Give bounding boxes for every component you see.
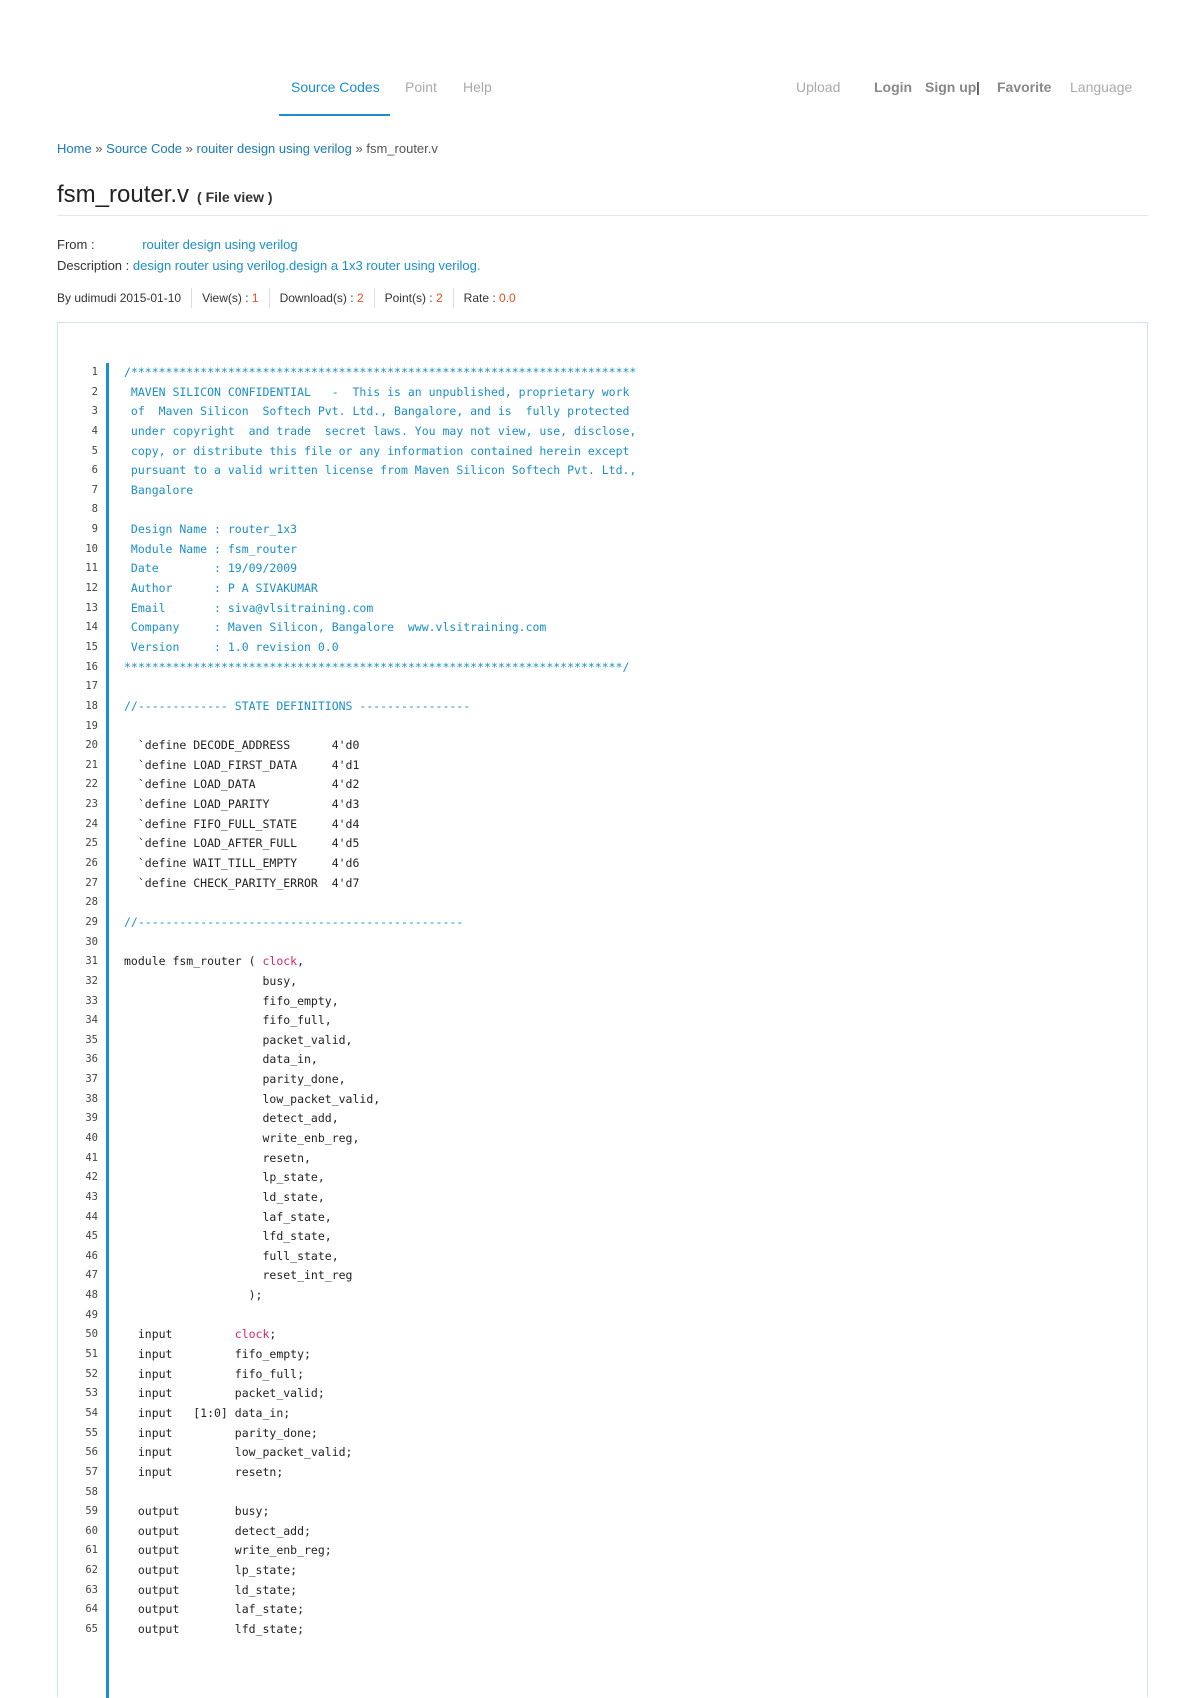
code-text: `define FIFO_FULL_STATE 4'd4 — [124, 816, 360, 831]
code-text: ************************************************************************/ — [124, 659, 630, 674]
code-text: `define LOAD_DATA 4'd2 — [124, 777, 360, 792]
line-number: 19 — [85, 719, 98, 732]
code-text: `define DECODE_ADDRESS 4'd0 — [124, 738, 360, 753]
line-number: 56 — [85, 1446, 98, 1459]
code-line — [58, 874, 636, 894]
code-text: input low_packet_valid; — [124, 1445, 353, 1460]
code-text: resetn, — [124, 1150, 311, 1165]
stats-divider — [191, 288, 192, 308]
code-line — [58, 1188, 636, 1208]
line-number: 53 — [85, 1387, 98, 1400]
line-number: 58 — [85, 1485, 98, 1498]
code-line — [58, 736, 636, 756]
code-text: copy, or distribute this file or any information contained herein except — [124, 443, 630, 458]
code-text: write_enb_reg, — [124, 1130, 360, 1145]
code-text: `define WAIT_TILL_EMPTY 4'd6 — [124, 856, 360, 871]
line-number: 47 — [85, 1269, 98, 1282]
code-text: Date : 19/09/2009 — [124, 561, 298, 576]
code-text: input fifo_full; — [124, 1366, 305, 1381]
code-text: reset_int_reg — [124, 1268, 353, 1283]
code-text: fifo_full, — [124, 1013, 332, 1028]
code-line — [58, 1109, 636, 1129]
stats-divider — [453, 288, 454, 308]
nav-separator: | — [976, 79, 980, 95]
code-line — [58, 697, 636, 717]
code-line — [58, 618, 636, 638]
code-line — [58, 1306, 636, 1326]
code-text: Design Name : router_1x3 — [124, 522, 298, 537]
breadcrumb-source-code[interactable]: Source Code — [106, 141, 183, 156]
code-line — [58, 658, 636, 678]
code-line — [58, 1463, 636, 1483]
page-title-row — [57, 181, 273, 209]
line-number: 63 — [85, 1583, 98, 1596]
code-line — [58, 893, 636, 913]
code-line — [58, 1483, 636, 1503]
line-number: 24 — [85, 817, 98, 830]
points-count: 2 — [435, 291, 443, 305]
page-title: fsm_router.v — [57, 181, 190, 208]
line-number: 26 — [85, 857, 98, 870]
code-line — [58, 933, 636, 953]
file-stats — [57, 288, 516, 308]
code-line — [58, 952, 636, 972]
code-line — [58, 579, 636, 599]
line-number: 30 — [85, 935, 98, 948]
code-text: input packet_valid; — [124, 1386, 325, 1401]
line-number: 32 — [85, 974, 98, 987]
code-line — [58, 1149, 636, 1169]
code-text: data_in, — [124, 1052, 318, 1067]
code-text: MAVEN SILICON CONFIDENTIAL - This is an unpublished, proprietary work — [124, 384, 630, 399]
code-line — [58, 638, 636, 658]
code-text: output detect_add; — [124, 1523, 311, 1538]
code-line — [58, 422, 636, 442]
code-line — [58, 1031, 636, 1051]
code-text: `define LOAD_AFTER_FULL 4'd5 — [124, 836, 360, 851]
code-line — [58, 442, 636, 462]
code-text: input clock; — [124, 1327, 277, 1342]
code-line — [58, 599, 636, 619]
code-line — [58, 1443, 636, 1463]
code-text: Bangalore — [124, 482, 194, 497]
line-number: 16 — [85, 660, 98, 673]
code-line — [58, 1404, 636, 1424]
line-number: 55 — [85, 1426, 98, 1439]
code-text: ); — [124, 1288, 263, 1303]
code-text: busy, — [124, 973, 298, 988]
code-text: parity_done, — [124, 1072, 346, 1087]
code-line — [58, 854, 636, 874]
line-number: 22 — [85, 778, 98, 791]
downloads-count: 2 — [356, 291, 364, 305]
code-line — [58, 1286, 636, 1306]
code-text: /************************************************************************* — [124, 365, 637, 379]
code-line — [58, 500, 636, 520]
code-line — [58, 992, 636, 1012]
tab-point[interactable]: Point — [405, 79, 437, 95]
active-tab-underline — [279, 114, 390, 116]
top-navigation — [0, 0, 1200, 120]
code-line — [58, 383, 636, 403]
code-line — [58, 1365, 636, 1385]
code-text: laf_state, — [124, 1209, 332, 1224]
code-line — [58, 481, 636, 501]
line-number: 21 — [85, 758, 98, 771]
line-number: 1 — [91, 366, 98, 378]
line-number: 14 — [85, 621, 98, 634]
page-subtitle: ( File view ) — [197, 189, 273, 205]
code-text: packet_valid, — [124, 1032, 353, 1047]
line-number: 62 — [85, 1564, 98, 1577]
code-line — [58, 756, 636, 776]
line-number: 12 — [85, 582, 98, 595]
line-number: 52 — [85, 1367, 98, 1380]
author-date: By udimudi 2015-01-10 — [57, 291, 182, 305]
line-number: 40 — [85, 1131, 98, 1144]
code-line — [58, 559, 636, 579]
line-number: 11 — [85, 562, 98, 575]
line-number: 42 — [85, 1171, 98, 1184]
code-text: detect_add, — [124, 1111, 339, 1126]
line-number: 46 — [85, 1249, 98, 1262]
breadcrumb-file: fsm_router.v — [366, 141, 438, 156]
code-line — [58, 1070, 636, 1090]
code-text: pursuant to a valid written license from Maven Silicon Softech Pvt. Ltd., — [124, 463, 637, 478]
code-line — [58, 795, 636, 815]
line-number: 7 — [91, 483, 98, 496]
line-number: 31 — [85, 955, 98, 968]
code-line — [58, 1581, 636, 1601]
upload-link[interactable]: Upload — [796, 79, 841, 95]
code-line — [58, 1168, 636, 1188]
code-text: input [1:0] data_in; — [124, 1405, 291, 1420]
tab-source-codes[interactable]: Source Codes — [291, 79, 380, 95]
code-viewer — [57, 322, 1148, 1697]
line-number: 5 — [91, 444, 98, 457]
code-line — [58, 1247, 636, 1267]
line-number: 3 — [91, 405, 98, 418]
line-number: 15 — [85, 640, 98, 653]
code-line — [58, 1502, 636, 1522]
code-text: output busy; — [124, 1504, 270, 1519]
code-text: input fifo_empty; — [124, 1347, 311, 1362]
line-number: 18 — [85, 699, 98, 712]
views-label: View(s) : — [202, 291, 249, 305]
line-number: 51 — [85, 1348, 98, 1361]
code-line — [58, 1600, 636, 1620]
description-text: design router using verilog.design a 1x3 router using verilog. — [132, 258, 481, 273]
tab-help[interactable]: Help — [463, 79, 492, 95]
code-text: full_state, — [124, 1248, 339, 1263]
title-divider — [57, 215, 1148, 216]
line-number: 45 — [85, 1230, 98, 1243]
line-number: 41 — [85, 1151, 98, 1164]
line-number: 37 — [85, 1073, 98, 1086]
line-number: 64 — [85, 1603, 98, 1616]
line-number: 39 — [85, 1112, 98, 1125]
line-number: 8 — [91, 503, 98, 516]
line-number: 20 — [85, 739, 98, 752]
code-line — [58, 815, 636, 835]
code-text: output write_enb_reg; — [124, 1543, 332, 1558]
line-number: 65 — [85, 1623, 98, 1635]
line-number: 9 — [91, 523, 98, 536]
breadcrumb-project[interactable]: rouiter design using verilog — [196, 141, 352, 156]
code-line — [58, 461, 636, 481]
code-line — [58, 1384, 636, 1404]
line-number: 49 — [85, 1308, 98, 1321]
code-line — [58, 1050, 636, 1070]
code-text: Module Name : fsm_router — [124, 541, 298, 556]
from-row — [57, 237, 298, 252]
code-line — [58, 913, 636, 933]
views-count: 1 — [251, 291, 259, 305]
code-line — [58, 1266, 636, 1286]
line-number: 57 — [85, 1465, 98, 1478]
code-line — [58, 1129, 636, 1149]
breadcrumb-separator: » — [182, 141, 197, 156]
line-number: 61 — [85, 1544, 98, 1557]
code-line — [58, 1424, 636, 1444]
line-number: 13 — [85, 601, 98, 614]
code-text: input resetn; — [124, 1464, 284, 1479]
line-number: 4 — [91, 424, 98, 437]
code-text: `define CHECK_PARITY_ERROR 4'd7 — [124, 875, 360, 890]
code-line — [58, 1541, 636, 1561]
code-line — [58, 1227, 636, 1247]
code-text: input parity_done; — [124, 1425, 318, 1440]
code-line — [58, 1090, 636, 1110]
favorite-link[interactable]: Favorite — [997, 79, 1052, 95]
from-link[interactable]: rouiter design using verilog — [142, 237, 298, 252]
code-text: fifo_empty, — [124, 993, 339, 1008]
code-line — [58, 1325, 636, 1345]
line-number: 35 — [85, 1033, 98, 1046]
code-line — [58, 520, 636, 540]
code-line — [58, 1522, 636, 1542]
line-number: 38 — [85, 1092, 98, 1105]
code-line — [58, 363, 636, 383]
line-number: 29 — [85, 915, 98, 928]
code-line — [58, 1011, 636, 1031]
stats-divider — [374, 288, 375, 308]
line-number: 17 — [85, 680, 98, 693]
code-text: output lp_state; — [124, 1563, 298, 1578]
stats-divider — [269, 288, 270, 308]
code-line — [58, 1208, 636, 1228]
code-text: output ld_state; — [124, 1582, 298, 1597]
code-line — [58, 677, 636, 697]
code-line — [58, 1345, 636, 1365]
code-text: of Maven Silicon Softech Pvt. Ltd., Bangalore, and is fully protected — [124, 404, 630, 419]
code-line — [58, 540, 636, 560]
line-number: 59 — [85, 1505, 98, 1518]
code-text: Version : 1.0 revision 0.0 — [124, 639, 339, 654]
code-text: lfd_state, — [124, 1229, 332, 1244]
breadcrumb — [57, 141, 438, 156]
code-text: //------------- STATE DEFINITIONS ---------------- — [124, 698, 471, 713]
from-label: From : — [57, 237, 95, 252]
code-text: `define LOAD_FIRST_DATA 4'd1 — [124, 757, 360, 772]
downloads-label: Download(s) : — [279, 291, 354, 305]
line-number: 23 — [85, 798, 98, 811]
code-line — [58, 402, 636, 422]
signup-link[interactable]: Sign up — [925, 79, 977, 95]
code-text: Email : siva@vlsitraining.com — [124, 600, 374, 615]
description-row — [57, 258, 480, 273]
keyword-highlight: clock — [234, 1327, 270, 1342]
code-text: Author : P A SIVAKUMAR — [124, 581, 318, 596]
code-text: output lfd_state; — [124, 1622, 305, 1636]
line-number: 60 — [85, 1524, 98, 1537]
line-number: 34 — [85, 1014, 98, 1027]
code-text: `define LOAD_PARITY 4'd3 — [124, 797, 360, 812]
line-number: 50 — [85, 1328, 98, 1341]
line-number: 27 — [85, 876, 98, 889]
language-link[interactable]: Language — [1070, 79, 1133, 95]
line-number: 28 — [85, 896, 98, 909]
breadcrumb-home[interactable]: Home — [57, 141, 92, 156]
line-number: 6 — [91, 464, 98, 477]
line-number: 48 — [85, 1289, 98, 1302]
code-text: module fsm_router ( clock, — [124, 954, 305, 969]
code-line — [58, 972, 636, 992]
description-label: Description : — [57, 258, 130, 273]
code-text: under copyright and trade secret laws. You may not view, use, disclose, — [124, 423, 637, 438]
line-number: 54 — [85, 1406, 98, 1419]
code-line — [58, 1561, 636, 1581]
rate-label: Rate : — [463, 291, 496, 305]
code-text: Company : Maven Silicon, Bangalore www.vlsitraining.com — [124, 620, 547, 635]
keyword-highlight: clock — [262, 954, 298, 969]
line-number: 25 — [85, 837, 98, 850]
line-number: 36 — [85, 1053, 98, 1066]
line-number: 44 — [85, 1210, 98, 1223]
line-number: 33 — [85, 994, 98, 1007]
rate-value: 0.0 — [499, 291, 516, 305]
login-link[interactable]: Login — [874, 79, 913, 95]
code-text: //----------------------------------------------- — [124, 914, 464, 929]
breadcrumb-separator: » — [351, 141, 367, 156]
line-number: 43 — [85, 1190, 98, 1203]
code-line — [58, 1620, 636, 1640]
code-line — [58, 717, 636, 737]
code-text: output laf_state; — [124, 1602, 305, 1617]
code-text: ld_state, — [124, 1189, 325, 1204]
points-label: Point(s) : — [384, 291, 433, 305]
code-line — [58, 775, 636, 795]
code-text: low_packet_valid, — [124, 1091, 381, 1106]
breadcrumb-separator: » — [91, 141, 107, 156]
code-lines — [58, 363, 636, 1640]
line-number: 10 — [85, 542, 98, 555]
code-text: lp_state, — [124, 1170, 325, 1185]
line-number: 2 — [91, 385, 98, 398]
code-line — [58, 834, 636, 854]
